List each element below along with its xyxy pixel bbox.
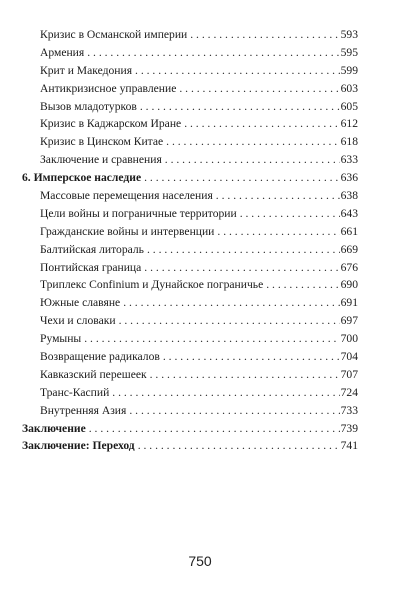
toc-entry bbox=[22, 80, 358, 98]
toc-entry bbox=[22, 420, 358, 438]
dot-leader bbox=[184, 115, 339, 133]
toc-entry-page: 741 bbox=[340, 439, 358, 453]
toc-entry-page: 618 bbox=[340, 135, 358, 149]
dot-leader bbox=[112, 384, 339, 402]
toc-entry bbox=[22, 169, 358, 187]
toc-entry bbox=[22, 26, 358, 44]
toc-entry bbox=[22, 312, 358, 330]
toc-entry-title: Заключение bbox=[22, 421, 86, 435]
toc-entry-page: 690 bbox=[340, 278, 358, 292]
dot-leader bbox=[147, 241, 340, 259]
dot-leader bbox=[179, 80, 339, 98]
toc-entry-title: Балтийская литораль bbox=[40, 242, 144, 256]
toc-entry-title: Понтийская граница bbox=[40, 260, 142, 274]
toc-entry bbox=[22, 44, 358, 62]
toc-entry-title: Внутренняя Азия bbox=[40, 403, 127, 417]
toc-entry-title: Кризис в Османской империи bbox=[40, 28, 188, 41]
toc-entry-title: Заключение и сравнения bbox=[40, 153, 162, 167]
dot-leader bbox=[163, 348, 340, 366]
toc-entry-title: Антикризисное управление bbox=[40, 81, 177, 95]
toc-entry bbox=[22, 276, 358, 294]
toc-entry-title: Цели войны и пограничные территории bbox=[40, 206, 237, 220]
toc-entry bbox=[22, 348, 358, 366]
dot-leader bbox=[140, 98, 340, 116]
toc-entry bbox=[22, 241, 358, 259]
toc-entry-title: Южные славяне bbox=[40, 296, 121, 310]
toc-entry-title: Гражданские войны и интервенции bbox=[40, 224, 215, 238]
toc-entry bbox=[22, 402, 358, 420]
toc-entry-title: Армения bbox=[40, 45, 85, 59]
toc-entry-page: 633 bbox=[340, 153, 358, 167]
dot-leader bbox=[119, 312, 340, 330]
toc-entry-page: 636 bbox=[340, 171, 358, 185]
dot-leader bbox=[266, 276, 339, 294]
dot-leader bbox=[144, 259, 339, 277]
toc-entry-title: Кавказский перешеек bbox=[40, 367, 147, 381]
toc-entry bbox=[22, 62, 358, 80]
toc-entry-title: Кризис в Каджарском Иране bbox=[40, 117, 182, 131]
dot-leader bbox=[87, 44, 339, 62]
dot-leader bbox=[135, 62, 340, 80]
toc-entry-title: Массовые перемещения населения bbox=[40, 189, 213, 203]
toc-entry-page: 612 bbox=[340, 117, 358, 131]
toc-entry-title: Румыны bbox=[40, 332, 82, 346]
toc-entry bbox=[22, 187, 358, 205]
page-number: 750 bbox=[188, 553, 212, 569]
dot-leader bbox=[217, 223, 339, 241]
dot-leader bbox=[138, 437, 340, 455]
toc-entry-page: 739 bbox=[340, 421, 358, 435]
dot-leader bbox=[240, 205, 340, 223]
toc-entry bbox=[22, 133, 358, 151]
toc-entry-page: 697 bbox=[340, 314, 358, 328]
dot-leader bbox=[165, 151, 340, 169]
toc-entry-page: 599 bbox=[340, 63, 358, 77]
toc-entry-page: 603 bbox=[340, 81, 358, 95]
toc-entry bbox=[22, 223, 358, 241]
toc-entry-title: Возвращение радикалов bbox=[40, 350, 160, 364]
dot-leader bbox=[166, 133, 339, 151]
toc-entry bbox=[22, 151, 358, 169]
toc-entry-page: 724 bbox=[340, 385, 358, 399]
toc-entry bbox=[22, 98, 358, 116]
toc-entry-title: Транс-Каспий bbox=[40, 385, 110, 399]
toc-entry bbox=[22, 294, 358, 312]
toc-entry bbox=[22, 205, 358, 223]
toc-entry-page: 661 bbox=[340, 224, 358, 238]
toc-entry bbox=[22, 384, 358, 402]
toc-entry-page: 605 bbox=[340, 99, 358, 113]
dot-leader bbox=[150, 366, 340, 384]
toc-entry-page: 700 bbox=[340, 332, 358, 346]
toc-entry-page: 669 bbox=[340, 242, 358, 256]
toc-entry bbox=[22, 259, 358, 277]
toc-entry-page: 643 bbox=[340, 206, 358, 220]
toc-entry-page: 638 bbox=[340, 189, 358, 203]
toc-entry-page: 595 bbox=[340, 45, 358, 59]
dot-leader bbox=[123, 294, 339, 312]
toc-entry-page: 676 bbox=[340, 260, 358, 274]
dot-leader bbox=[89, 420, 340, 438]
toc-entry-page: 593 bbox=[340, 28, 358, 41]
dot-leader bbox=[144, 169, 340, 187]
toc-entry-page: 707 bbox=[340, 367, 358, 381]
dot-leader bbox=[216, 187, 340, 205]
table-of-contents bbox=[22, 26, 358, 455]
dot-leader bbox=[190, 26, 339, 44]
toc-entry-title: Кризис в Цинском Китае bbox=[40, 135, 164, 149]
toc-entry-title: Вызов младотурков bbox=[40, 99, 137, 113]
toc-entry-title: Чехи и словаки bbox=[40, 314, 116, 328]
toc-entry-page: 691 bbox=[340, 296, 358, 310]
toc-entry-title: 6. Имперское наследие bbox=[22, 171, 142, 185]
dot-leader bbox=[84, 330, 339, 348]
toc-entry-title: Крит и Македония bbox=[40, 63, 133, 77]
dot-leader bbox=[129, 402, 339, 420]
toc-entry bbox=[22, 115, 358, 133]
toc-entry-title: Триплекс Confinium и Дунайское пограничье bbox=[40, 278, 264, 292]
toc-entry bbox=[22, 437, 358, 455]
toc-entry bbox=[22, 330, 358, 348]
toc-entry-page: 733 bbox=[340, 403, 358, 417]
toc-entry-page: 704 bbox=[340, 350, 358, 364]
toc-entry-title: Заключение: Переход bbox=[22, 439, 135, 453]
toc-entry bbox=[22, 366, 358, 384]
